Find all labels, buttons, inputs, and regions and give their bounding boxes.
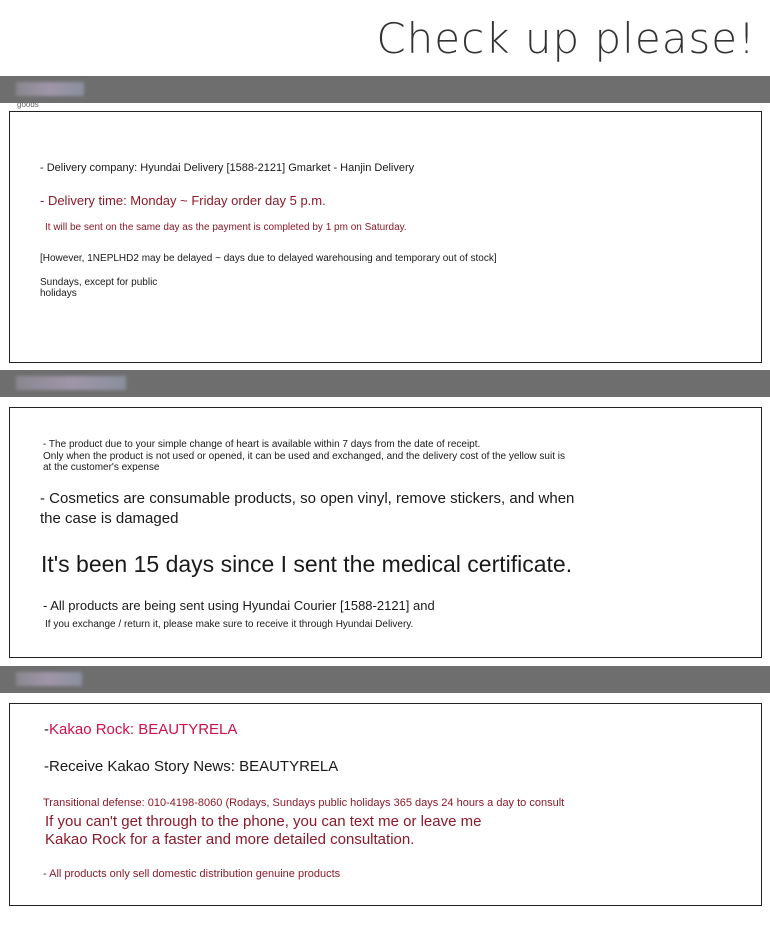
- kakao-story-line: [44, 757, 338, 777]
- exchange-condition-text: Only when the product is not used or opened, it can be used and exchanged, and the delivery cost of the yellow suit is at the customer's expense: [43, 451, 565, 473]
- cosmetics-notice-text: - Cosmetics are consumable products, so open vinyl, remove stickers, and when the case is damaged: [40, 490, 575, 527]
- section-bar-delivery: [0, 76, 770, 103]
- section-bar-contact: [0, 666, 770, 693]
- kakao-story-id: Receive Kakao Story News: BEAUTYRELA: [49, 758, 339, 775]
- text-message-line-1: If you can't get through to the phone, you can text me or leave me: [45, 813, 482, 830]
- kakao-rock-id: Kakao Rock: BEAUTYRELA: [49, 721, 238, 738]
- exchange-return-box: [9, 407, 762, 658]
- sundays-notice-text: Sundays, except for public holidays: [40, 277, 158, 299]
- courier-notice-text: - All products are being sent using Hyundai Courier [1588-2121] and: [43, 598, 435, 613]
- saturday-notice-text: It will be sent on the same day as the payment is completed by 1 pm on Saturday.: [45, 222, 407, 233]
- genuine-products-text: - All products only sell domestic distribution genuine products: [43, 868, 341, 880]
- return-delivery-text: If you exchange / return it, please make sure to receive it through Hyundai Delivery.: [45, 619, 414, 630]
- exchange-policy-text: - The product due to your simple change of heart is available within 7 days from the date of receipt.: [43, 439, 481, 450]
- delivery-info-box: [9, 111, 762, 363]
- page-title: Check up please!: [376, 14, 756, 63]
- bullet-dash: -: [44, 758, 49, 775]
- blurred-section-label: [16, 672, 82, 686]
- delivery-company-text: - Delivery company: Hyundai Delivery [1588-2121] Gmarket - Hanjin Delivery: [40, 162, 415, 174]
- text-message-line-2: Kakao Rock for a faster and more detailed consultation.: [45, 831, 415, 848]
- section-bar-exchange: [0, 370, 770, 397]
- section-caption: goods: [17, 100, 39, 109]
- delivery-time-text: - Delivery time: Monday ~ Friday order day 5 p.m.: [40, 193, 326, 208]
- certificate-notice-text: It's been 15 days since I sent the medical certificate.: [41, 551, 573, 577]
- delay-notice-text: [However, 1NEPLHD2 may be delayed ~ days due to delayed warehousing and temporary out of stock]: [40, 253, 497, 264]
- phone-consult-text: Transitional defense: 010-4198-8060 (Rodays, Sundays public holidays 365 days 24 hours a day to consult: [43, 797, 565, 809]
- blurred-section-label: [16, 376, 126, 390]
- blurred-section-label: [16, 82, 84, 96]
- contact-info-box: [9, 703, 762, 906]
- kakao-rock-line: [44, 720, 237, 740]
- bullet-dash: -: [44, 721, 49, 738]
